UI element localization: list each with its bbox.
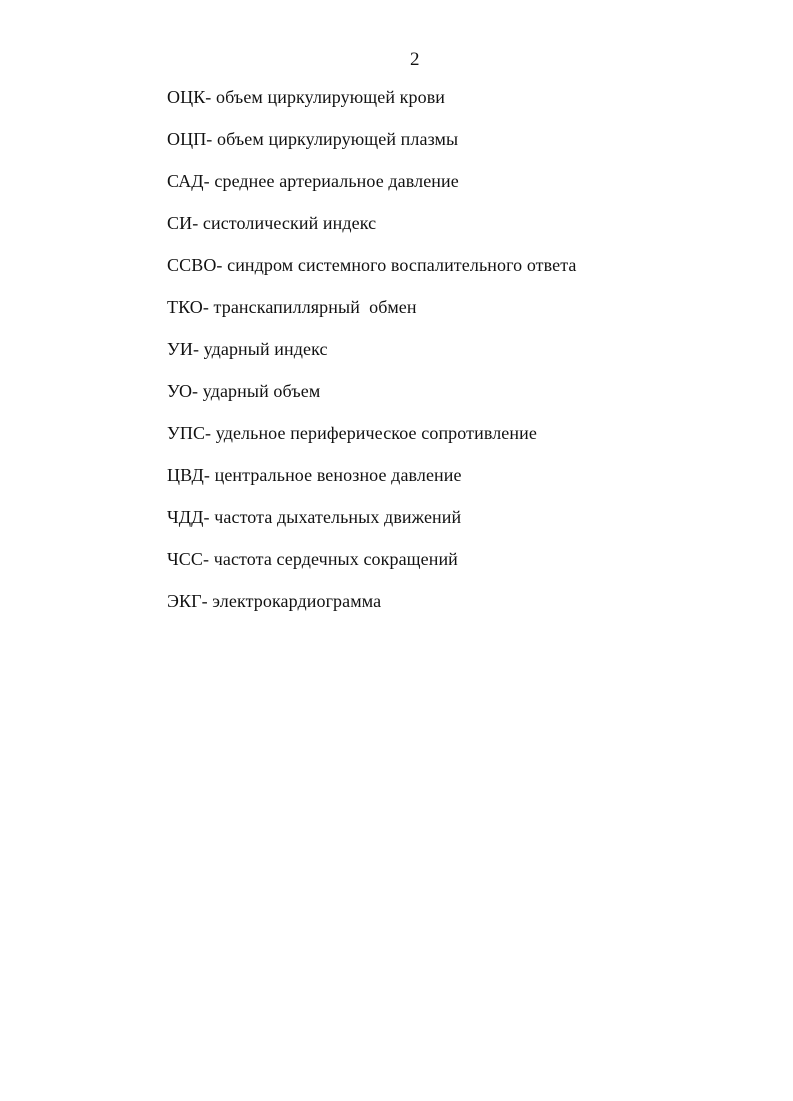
abbreviation-item: ЧСС- частота сердечных сокращений xyxy=(167,549,458,569)
abbreviation-item: ТКО- транскапиллярный обмен xyxy=(167,297,417,317)
abbreviation-item: ОЦК- объем циркулирующей крови xyxy=(167,87,446,107)
abbreviation-item: ЧДД- частота дыхательных движений xyxy=(167,507,462,527)
abbreviation-item: ЭКГ- электрокардиограмма xyxy=(167,591,382,611)
abbreviation-item: САД- среднее артериальное давление xyxy=(167,171,459,191)
abbreviation-item: УО- ударный объем xyxy=(167,381,321,401)
abbreviation-item: СИ- систолический индекс xyxy=(167,213,377,233)
abbreviation-item: ССВО- синдром системного воспалительного ответа xyxy=(167,255,577,275)
abbreviation-item: ОЦП- объем циркулирующей плазмы xyxy=(167,129,459,149)
abbreviation-list xyxy=(167,86,577,632)
abbreviation-item: УИ- ударный индекс xyxy=(167,339,328,359)
page-number: 2 xyxy=(410,49,420,70)
abbreviation-item: УПС- удельное периферическое сопротивление xyxy=(167,423,537,443)
abbreviation-item: ЦВД- центральное венозное давление xyxy=(167,465,462,485)
